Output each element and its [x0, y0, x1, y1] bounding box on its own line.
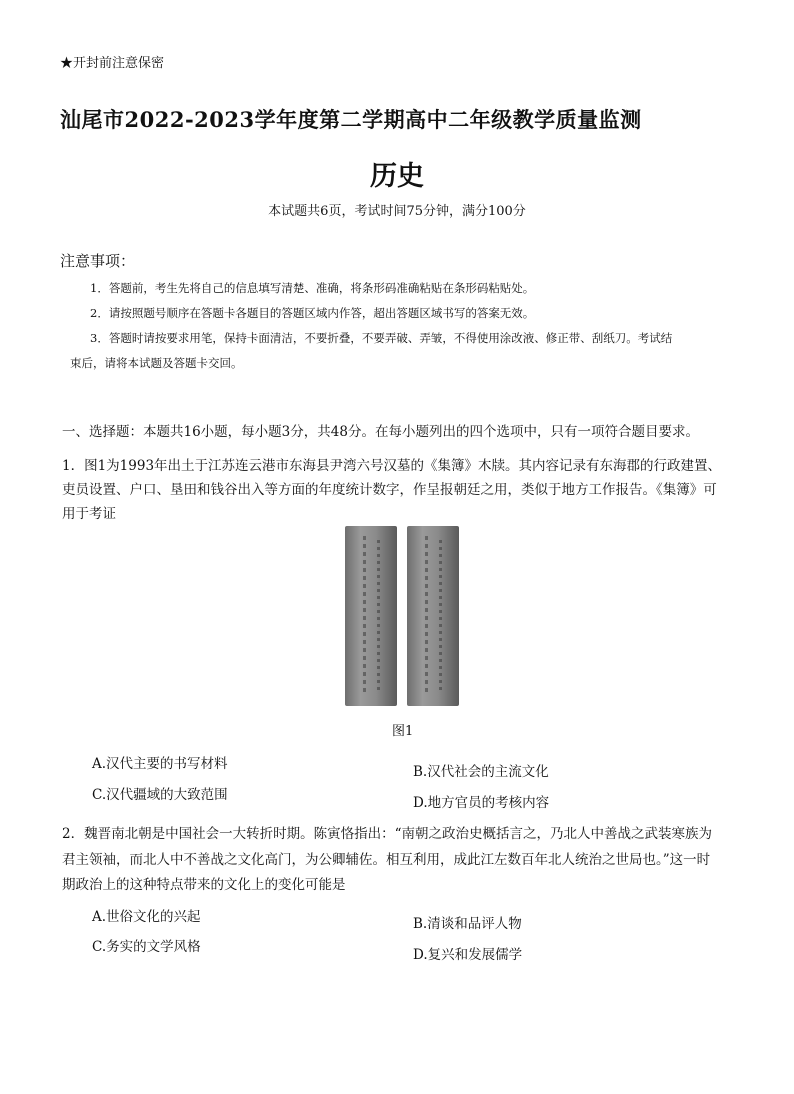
notice-heading: 注意事项： — [60, 252, 136, 270]
exam-title: 汕尾市2022-2023学年度第二学期高中二年级教学质量监测 — [60, 107, 642, 132]
subject-title: 历史 — [370, 161, 424, 192]
wooden-slip-back — [407, 526, 459, 706]
question-1-option-c[interactable]: C.汉代疆域的大致范围 — [92, 787, 228, 803]
wooden-slips-figure — [345, 526, 461, 706]
question-2-line-1: 2．魏晋南北朝是中国社会一大转折时期。陈寅恪指出：“南朝之政治史概括言之，乃北人中善战之武装寒族为 — [62, 826, 712, 842]
question-1-option-d[interactable]: D.地方官员的考核内容 — [413, 795, 550, 811]
section-title: 一、选择题：本题共16小题，每小题3分，共48分。在每小题列出的四个选项中，只有一项符合题目要求。 — [62, 424, 699, 440]
question-2-option-a[interactable]: A.世俗文化的兴起 — [92, 909, 201, 925]
question-2-option-b[interactable]: B.清谈和品评人物 — [413, 916, 522, 932]
question-2-option-d[interactable]: D.复兴和发展儒学 — [413, 947, 523, 963]
notice-item-1: 1．答题前，考生先将自己的信息填写清楚、准确，将条形码准确粘贴在条形码粘贴处。 — [90, 281, 535, 295]
question-1-line-1: 1．图1为1993年出土于江苏连云港市东海县尹湾六号汉墓的《集簿》木牍。其内容记录有东海郡的行政建置、 — [62, 458, 722, 474]
wooden-slip-front — [345, 526, 397, 706]
question-1-option-b[interactable]: B.汉代社会的主流文化 — [413, 764, 549, 780]
question-2-line-3: 期政治上的这种特点带来的文化上的变化可能是 — [62, 877, 346, 893]
notice-item-3-cont: 束后，请将本试题及答题卡交回。 — [70, 356, 243, 370]
question-2-option-c[interactable]: C.务实的文学风格 — [92, 939, 201, 955]
confidential-notice: ★开封前注意保密 — [60, 56, 165, 71]
question-1-line-2: 吏员设置、户口、垦田和钱谷出入等方面的年度统计数字，作呈报朝廷之用，类似于地方工作报告。《集簿》可 — [62, 482, 717, 498]
exam-info: 本试题共6页，考试时间75分钟，满分100分 — [268, 204, 526, 219]
notice-item-2: 2．请按照题号顺序在答题卡各题目的答题区域内作答，超出答题区域书写的答案无效。 — [90, 306, 535, 320]
question-1-option-a[interactable]: A.汉代主要的书写材料 — [92, 756, 228, 772]
notice-item-3: 3．答题时请按要求用笔，保持卡面清洁，不要折叠，不要弄破、弄皱，不得使用涂改液、修正带、刮纸刀。考试结 — [90, 331, 673, 345]
figure-caption: 图1 — [392, 724, 414, 739]
question-2-line-2: 君主领袖，而北人中不善战之文化高门，为公卿辅佐。相互利用，成此江左数百年北人统治之世局也。”这一时 — [62, 852, 711, 868]
question-1-line-3: 用于考证 — [62, 506, 116, 522]
